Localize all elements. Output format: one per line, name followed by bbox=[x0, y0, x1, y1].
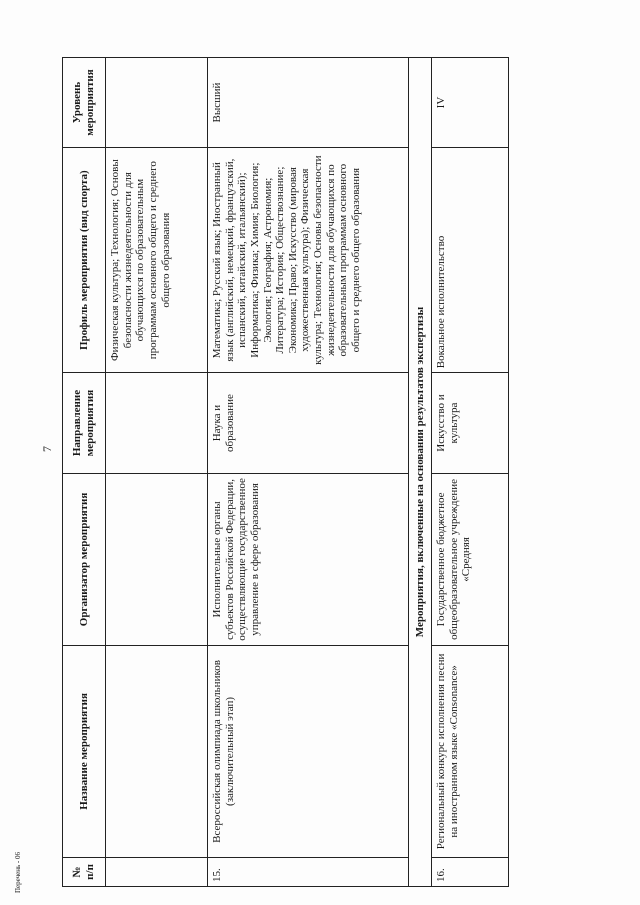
cell-organizer: Исполнительные органы субъектов Российской Федерации, осуществляющие государственное управление в сфере образования bbox=[208, 473, 409, 645]
table-header-row bbox=[63, 58, 106, 887]
cell-direction: Искусство и культура bbox=[432, 373, 509, 474]
header-name: Название мероприятия bbox=[63, 646, 106, 858]
events-table bbox=[62, 57, 509, 887]
cell-num: 16. bbox=[432, 857, 509, 886]
cell-name: Региональный конкурс исполнения песни на иностранном языке «Consonance» bbox=[432, 646, 509, 858]
header-organizer: Организатор мероприятия bbox=[63, 473, 106, 645]
page-number: 7 bbox=[40, 446, 54, 452]
cell-level: Высший bbox=[208, 58, 409, 148]
header-num: № п/п bbox=[63, 857, 106, 886]
section-title: Мероприятия, включенные на основании результатов экспертизы bbox=[409, 58, 432, 887]
section-row bbox=[409, 58, 432, 887]
cell-direction: Наука и образование bbox=[208, 373, 409, 474]
cell-num: 15. bbox=[208, 857, 409, 886]
table-row bbox=[106, 58, 208, 887]
cell-level bbox=[106, 58, 208, 148]
table-row bbox=[208, 58, 409, 887]
rotated-table-container bbox=[62, 57, 602, 887]
cell-organizer bbox=[106, 473, 208, 645]
cell-organizer: Государственное бюджетное общеобразовательное учреждение «Средняя bbox=[432, 473, 509, 645]
cell-profile: Вокальное исполнительство bbox=[432, 148, 509, 373]
header-level: Уровень мероприятия bbox=[63, 58, 106, 148]
table-row bbox=[432, 58, 509, 887]
cell-level: IV bbox=[432, 58, 509, 148]
footer-note: Перечень - 06 bbox=[14, 852, 22, 893]
cell-name: Всероссийская олимпиада школьников (заключительный этап) bbox=[208, 646, 409, 858]
header-direction: Направление мероприятия bbox=[63, 373, 106, 474]
header-profile: Профиль мероприятия (вид спорта) bbox=[63, 148, 106, 373]
cell-direction bbox=[106, 373, 208, 474]
cell-name bbox=[106, 646, 208, 858]
cell-num bbox=[106, 857, 208, 886]
cell-profile: Физическая культура; Технология; Основы безопасности жизнедеятельности для обучающихся по образовательным программам основного общего и среднего общего образования bbox=[106, 148, 208, 373]
cell-profile: Математика; Русский язык; Иностранный язык (английский, немецкий, французский, испанский, китайский, итальянский); Информатика; Физика; Химия; Биология; Экология; География; Астрономия; Литература; История; Обществознание; Экономика; Право; Искусство (мировая художественная культура); Физическая культура; Технология; Основы безопасности жизнедеятельности для обучающихся по образовательным программам основного общего и среднего общего образования bbox=[208, 148, 409, 373]
